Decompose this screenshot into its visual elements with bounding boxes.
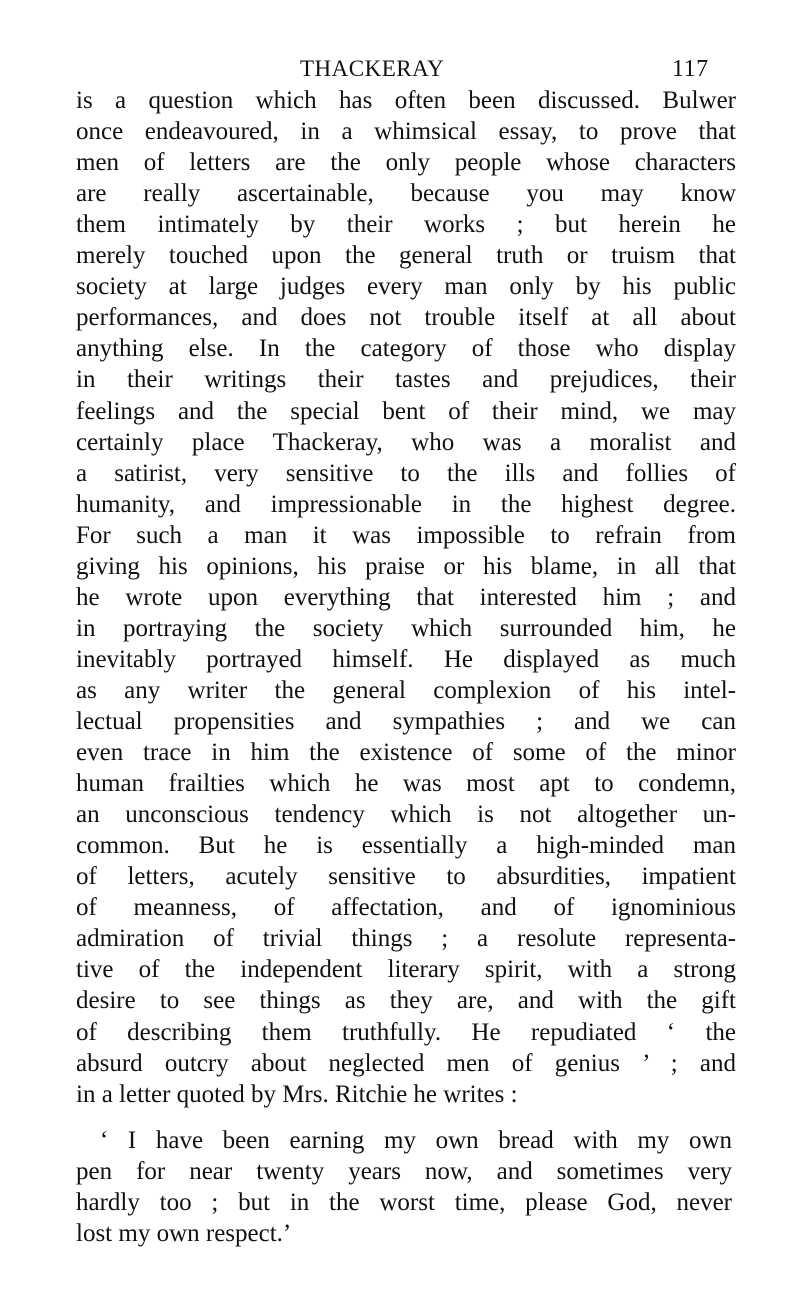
text-line: he wrote upon everything that interested him ; and (76, 583, 736, 611)
text-line: of meanness, of affectation, and of ignominious (76, 894, 736, 922)
quote-line: hardly too ; but in the worst time, please God, never (76, 1189, 732, 1216)
text-line: anything else. In the category of those who display (76, 335, 736, 363)
text-line: performances, and does not trouble itself at all about (76, 304, 736, 332)
text-line: admiration of trivial things ; a resolute representa- (76, 925, 736, 953)
text-line: lectual propensities and sympathies ; and we can (76, 708, 736, 735)
text-line: common. But he is essentially a high-minded man (76, 832, 736, 860)
text-line: society at large judges every man only by his public (76, 273, 736, 301)
text-line: certainly place Thackeray, who was a moralist and (76, 428, 736, 456)
text-line: of letters, acutely sensitive to absurdities, impatient (76, 863, 736, 891)
text-line: men of letters are the only people whose characters (76, 149, 736, 177)
quote-line: ‘ I have been earning my own bread with my own (100, 1127, 732, 1154)
text-line: in a letter quoted by Mrs. Ritchie he writes : (76, 1080, 518, 1108)
text-line: once endeavoured, in a whimsical essay, to prove that (76, 118, 736, 146)
text-line: a satirist, very sensitive to the ills and follies of (76, 459, 736, 487)
text-line: of describing them truthfully. He repudiated ‘ the (76, 1018, 736, 1046)
text-line: in their writings their tastes and prejudices, their (76, 366, 736, 394)
quote-line: pen for near twenty years now, and sometimes very (76, 1158, 732, 1185)
text-line: human frailties which he was most apt to condemn, (76, 770, 736, 798)
running-title: THACKERAY (300, 56, 445, 81)
text-line: are really ascertainable, because you may know (76, 180, 736, 208)
text-line: For such a man it was impossible to refrain from (76, 521, 736, 549)
text-line: giving his opinions, his praise or his blame, in all that (76, 552, 736, 580)
text-line: them intimately by their works ; but herein he (76, 211, 736, 239)
text-line: as any writer the general complexion of his intel- (76, 676, 736, 704)
text-line: humanity, and impressionable in the highest degree. (76, 490, 736, 518)
text-line: absurd outcry about neglected men of genius ’ ; and (76, 1049, 736, 1077)
quote-line: lost my own respect.’ (76, 1220, 292, 1247)
text-line: merely touched upon the general truth or truism that (76, 242, 736, 270)
text-line: is a question which has often been discussed. Bulwer (76, 87, 736, 114)
text-line: desire to see things as they are, and with the gift (76, 987, 736, 1015)
text-line: even trace in him the existence of some of the minor (76, 739, 736, 767)
text-line: in portraying the society which surrounded him, he (76, 614, 736, 642)
text-line: tive of the independent literary spirit, with a strong (76, 956, 736, 984)
text-line: feelings and the special bent of their mind, we may (76, 397, 736, 425)
text-line: inevitably portrayed himself. He displayed as much (76, 645, 736, 673)
text-line: an unconscious tendency which is not altogether un- (76, 801, 736, 829)
page-number: 117 (672, 56, 709, 82)
